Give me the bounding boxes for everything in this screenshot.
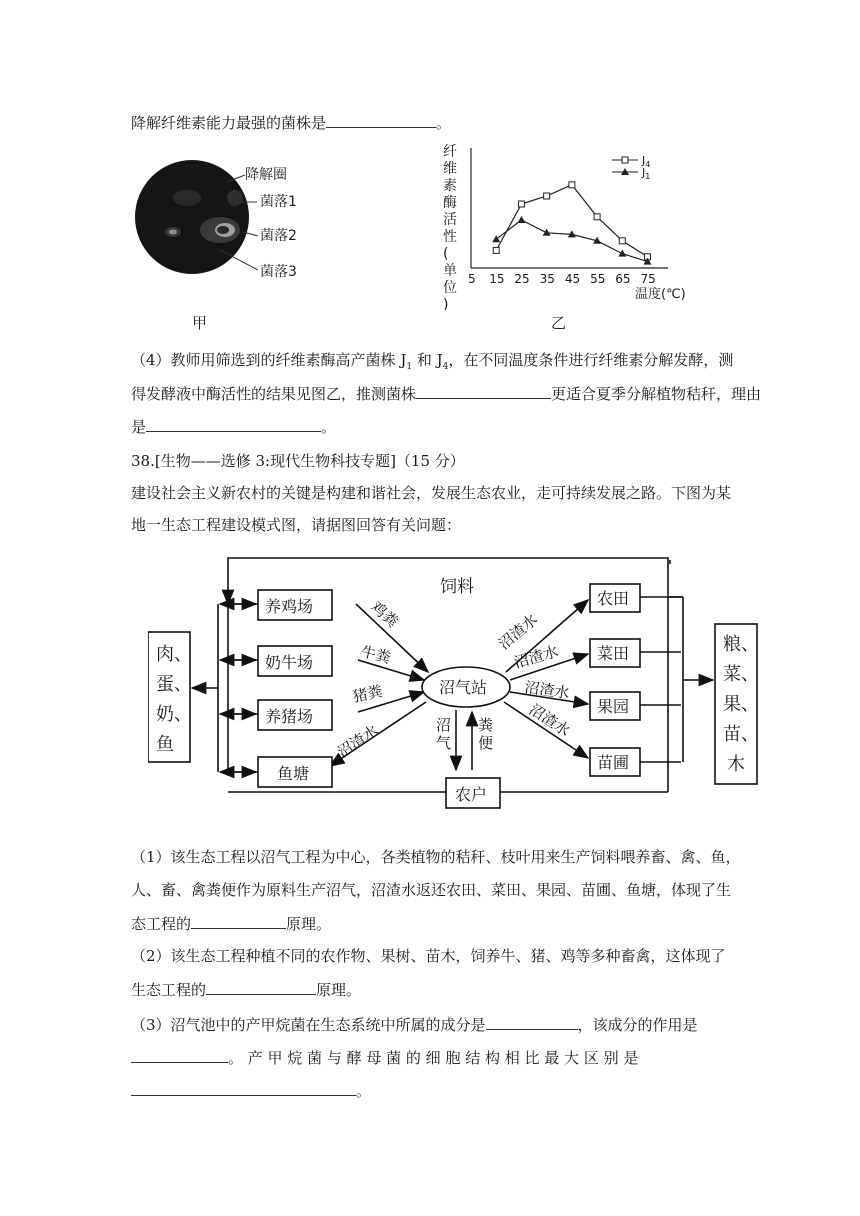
x-tick-label: 35 — [539, 272, 555, 286]
q3-line-2: 。 产 甲 烷 菌 与 酵 母 菌 的 细 胞 结 构 相 比 最 大 区 别 是 — [131, 1047, 638, 1068]
label-slurry-orchard: 沼渣水 — [523, 678, 571, 703]
q38-para-2: 地一生态工程建设模式图，请据图回答有关问题： — [131, 516, 462, 534]
answer-blank[interactable] — [191, 913, 286, 929]
x-tick-label: 15 — [489, 272, 505, 286]
label-slurry-vegetable: 沼渣水 — [512, 642, 561, 672]
label-slurry-nursery: 沼渣水 — [525, 700, 574, 740]
label-cow-manure: 牛粪 — [359, 642, 393, 668]
svg-text:苗圃: 苗圃 — [597, 753, 630, 772]
q3-line-1: （3）沼气池中的产甲烷菌在生态系统中所属的成分是 ，该成分的作用是 — [131, 1016, 698, 1034]
label-pig-manure: 猪粪 — [351, 682, 385, 706]
answer-blank[interactable] — [326, 112, 436, 128]
svg-text:农户: 农户 — [455, 785, 488, 804]
label-slurry-farmland: 沼渣水 — [495, 610, 542, 654]
svg-text:沼气站: 沼气站 — [439, 678, 488, 697]
label-biogas: 沼气 — [436, 716, 452, 752]
x-tick-label: 45 — [564, 272, 581, 286]
x-tick-label: 75 — [640, 272, 656, 286]
caption-yi: 乙 — [551, 314, 567, 332]
x-tick-label: 5 — [468, 272, 476, 286]
data-point-J4 — [594, 214, 600, 220]
caption-jia: 甲 — [192, 314, 208, 332]
svg-text:蛋、: 蛋、 — [156, 674, 192, 695]
q4-line-1: （4）教师用筛选到的纤维素酶高产菌株 $J_1$ 和 $J_4$，在不同温度条件进行纤维素分解发酵，测 — [131, 351, 734, 372]
q1-line-3: 态工程的 原理。 — [131, 915, 332, 933]
answer-blank[interactable] — [131, 1047, 228, 1063]
data-point-J1 — [618, 250, 626, 257]
svg-text:奶牛场: 奶牛场 — [265, 653, 314, 672]
data-point-J4 — [544, 193, 550, 199]
q38-heading: 38.[生物——选修 3:现代生物科技专题]（15 分） — [131, 452, 465, 470]
svg-text:果园: 果园 — [597, 697, 630, 716]
feed-label: 饲料 — [440, 577, 474, 597]
chart-ylabel: 纤维素酶活性(单位) — [443, 144, 457, 310]
data-point-J1 — [543, 229, 551, 236]
label-colony-1: 菌落1 — [260, 194, 297, 210]
label-colony-3: 菌落3 — [260, 264, 297, 280]
data-point-J4 — [518, 201, 524, 207]
x-tick-label: 25 — [514, 272, 530, 286]
svg-text:农田: 农田 — [597, 589, 630, 608]
svg-text:木: 木 — [727, 754, 745, 775]
answer-blank[interactable] — [131, 1080, 356, 1096]
svg-text:奶、: 奶、 — [156, 704, 192, 725]
eco-diagram — [148, 552, 763, 822]
svg-text:鱼: 鱼 — [156, 734, 174, 755]
q4-line-2: 得发酵液中酶活性的结果见图乙，推测菌株 更适合夏季分解植物秸秆，理由 — [131, 385, 762, 403]
answer-blank[interactable] — [206, 979, 316, 995]
figure-jia — [125, 150, 325, 320]
legend-marker — [622, 157, 628, 163]
answer-blank[interactable] — [146, 416, 321, 432]
x-tick-label: 65 — [615, 272, 631, 286]
svg-text:鱼塘: 鱼塘 — [277, 764, 310, 783]
svg-text:养鸡场: 养鸡场 — [265, 597, 314, 616]
chart-xlabel: 温度(℃) — [635, 287, 686, 302]
data-point-J4 — [619, 238, 625, 244]
label-colony-2: 菌落2 — [260, 228, 297, 244]
svg-text:粮、: 粮、 — [723, 634, 759, 655]
chart-yi — [430, 140, 700, 310]
q2-line-1: （2）该生态工程种植不同的农作物、果树、苗木，饲养牛、猪、鸡等多种畜禽，这体现了 — [131, 947, 726, 965]
petri-dish — [135, 160, 249, 274]
svg-text:肉、: 肉、 — [156, 644, 192, 665]
q38-para-1: 建设社会主义新农村的关键是构建和谐社会，发展生态农业，走可持续发展之路。下图为某 — [131, 484, 732, 502]
svg-text:苗、: 苗、 — [723, 724, 759, 745]
label-clear-zone: 降解圈 — [245, 167, 287, 183]
data-point-J1 — [492, 235, 500, 242]
svg-text:果、: 果、 — [723, 694, 759, 715]
q1-line-2: 人、畜、禽粪便作为原料生产沼气，沼渣水返还农田、菜田、果园、苗圃、鱼塘，体现了生 — [131, 881, 732, 899]
data-point-J4 — [569, 182, 575, 188]
q4-line-3: 是 。 — [131, 418, 337, 436]
label-chicken-manure: 鸡粪 — [367, 597, 402, 632]
q2-line-2: 生态工程的 原理。 — [131, 981, 362, 999]
q1-line-1: （1）该生态工程以沼气工程为中心，各类植物的秸秆、枝叶用来生产饲料喂养畜、禽、鱼， — [131, 848, 741, 866]
label-manure: 粪便 — [478, 716, 494, 752]
intro-text: 降解纤维素能力最强的菌株是 — [131, 114, 327, 132]
answer-blank[interactable] — [416, 383, 551, 399]
data-point-J4 — [493, 247, 499, 253]
svg-text:菜、: 菜、 — [723, 664, 759, 685]
legend-label-J1: $J_1$ — [642, 166, 651, 181]
q3-line-3: 。 — [131, 1080, 371, 1101]
svg-text:菜田: 菜田 — [597, 644, 630, 663]
x-tick-label: 55 — [590, 272, 606, 286]
label-slurry-fish: 沼渣水 — [334, 721, 382, 762]
svg-text:养猪场: 养猪场 — [265, 707, 314, 726]
legend-label-J4: $J_4$ — [642, 154, 651, 169]
answer-blank[interactable] — [486, 1014, 578, 1030]
data-point-J1 — [517, 216, 525, 223]
intro-line: 降解纤维素能力最强的菌株是 。 — [131, 114, 452, 132]
